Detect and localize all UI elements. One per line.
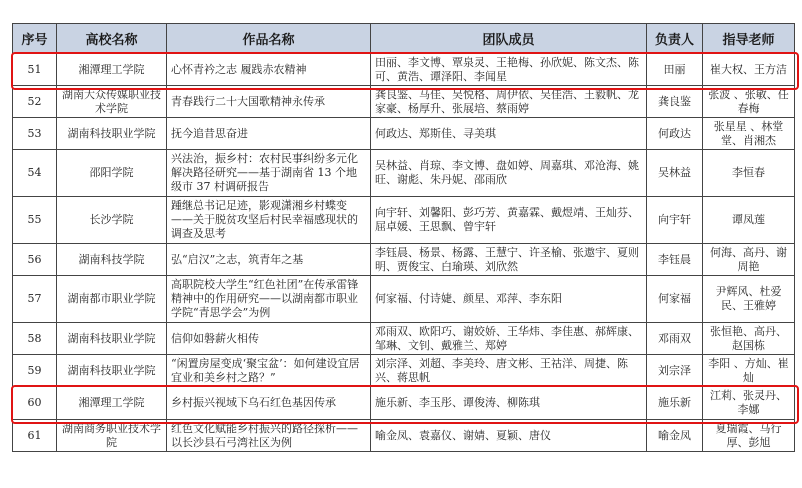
row-members: 邓雨双、欧阳巧、谢姣娇、王华炜、李佳惠、郝辉康、邹琳、文钊、戴雅兰、郑婷 xyxy=(371,323,647,355)
row-mentor: 李恒春 xyxy=(703,150,795,197)
row-leader: 吴林益 xyxy=(647,150,703,197)
project-table-container xyxy=(12,23,795,452)
row-num: 55 xyxy=(13,197,57,244)
row-school: 湖南科技学院 xyxy=(57,244,167,276)
row-school: 湖南科技职业学院 xyxy=(57,355,167,387)
row-title: 青春践行二十大国歌精神永传承 xyxy=(167,86,371,118)
row-members: 何政达、郑斯佳、寻美琪 xyxy=(371,118,647,150)
row-members: 喻金凤、袁嘉仪、谢婧、夏颖、唐仪 xyxy=(371,420,647,452)
row-leader: 田丽 xyxy=(647,54,703,86)
row-members: 刘宗泽、刘超、李美玲、唐文彬、王祜洋、周捷、陈兴、蒋思帆 xyxy=(371,355,647,387)
row-num: 52 xyxy=(13,86,57,118)
row-num: 53 xyxy=(13,118,57,150)
header-title: 作品名称 xyxy=(167,24,371,54)
row-title: “闲置房屋变成‘聚宝盆’：如何建设宜居宜业和美乡村之路？” xyxy=(167,355,371,387)
row-num: 58 xyxy=(13,323,57,355)
row-members: 施乐新、李玉彤、谭俊涛、柳陈琪 xyxy=(371,387,647,420)
row-school: 长沙学院 xyxy=(57,197,167,244)
header-school: 高校名称 xyxy=(57,24,167,54)
table-row xyxy=(13,197,795,244)
row-school: 湖南商务职业技术学院 xyxy=(57,420,167,452)
row-school: 邵阳学院 xyxy=(57,150,167,197)
table-row xyxy=(13,387,795,420)
row-members: 何家福、付诗婕、颜星、邓萍、李东阳 xyxy=(371,276,647,323)
table-row xyxy=(13,244,795,276)
row-title: 抚今追昔思奋进 xyxy=(167,118,371,150)
row-mentor: 尹辉风、杜爱民、王雅婷 xyxy=(703,276,795,323)
row-title: 红色文化赋能乡村振兴的路径探析——以长沙县石弓湾社区为例 xyxy=(167,420,371,452)
row-leader: 喻金凤 xyxy=(647,420,703,452)
row-title: 兴法治，振乡村：农村民事纠纷多元化解决路径研究——基于湖南省 13 个地级市 37 村调研报告 xyxy=(167,150,371,197)
row-leader: 龚良鉴 xyxy=(647,86,703,118)
row-title: 弘“启汉”之志，筑青年之基 xyxy=(167,244,371,276)
row-leader: 向宇轩 xyxy=(647,197,703,244)
row-title: 信仰如磐薪火相传 xyxy=(167,323,371,355)
table-row xyxy=(13,323,795,355)
row-leader: 何家福 xyxy=(647,276,703,323)
row-school: 湘潭理工学院 xyxy=(57,54,167,86)
row-leader: 何政达 xyxy=(647,118,703,150)
row-num: 51 xyxy=(13,54,57,86)
row-members: 田丽、李文博、覃泉灵、王艳梅、孙欣妮、陈文杰、陈可、黄浩、谭泽阳、李闻星 xyxy=(371,54,647,86)
row-num: 59 xyxy=(13,355,57,387)
row-title: 心怀青衿之志 履践赤农精神 xyxy=(167,54,371,86)
table-row xyxy=(13,54,795,86)
row-mentor: 江莉、张灵丹、李娜 xyxy=(703,387,795,420)
table-row xyxy=(13,276,795,323)
table-row xyxy=(13,355,795,387)
header-members: 团队成员 xyxy=(371,24,647,54)
header-num: 序号 xyxy=(13,24,57,54)
table-row xyxy=(13,150,795,197)
row-num: 56 xyxy=(13,244,57,276)
row-school: 湖南科技职业学院 xyxy=(57,323,167,355)
row-members: 李钰晨、杨景、杨露、王慧宁、许圣榆、张遨宇、夏则明、贾俊宝、白瑜瑛、刘欣然 xyxy=(371,244,647,276)
row-mentor: 张恒艳、高丹、赵国栋 xyxy=(703,323,795,355)
row-school: 湖南都市职业学院 xyxy=(57,276,167,323)
row-school: 湖南大众传媒职业技术学院 xyxy=(57,86,167,118)
header-leader: 负责人 xyxy=(647,24,703,54)
row-school: 湖南科技职业学院 xyxy=(57,118,167,150)
row-leader: 李钰晨 xyxy=(647,244,703,276)
row-school: 湘潭理工学院 xyxy=(57,387,167,420)
row-leader: 邓雨双 xyxy=(647,323,703,355)
row-mentor: 崔大权、王方洁 xyxy=(703,54,795,86)
row-mentor: 张星星 、林堂堂、肖湘杰 xyxy=(703,118,795,150)
row-mentor: 何海、高丹、谢周艳 xyxy=(703,244,795,276)
project-table xyxy=(12,23,795,452)
table-row xyxy=(13,86,795,118)
row-mentor: 夏瑞霞、马行厚、彭旭 xyxy=(703,420,795,452)
row-num: 57 xyxy=(13,276,57,323)
table-header-row xyxy=(13,24,795,54)
row-mentor: 李阳 、方灿、崔灿 xyxy=(703,355,795,387)
row-members: 向宇轩、刘馨阳、彭巧芳、黄嘉霖、戴煜靖、王灿芬、屈卓媛、王思飘、曾宇轩 xyxy=(371,197,647,244)
row-leader: 施乐新 xyxy=(647,387,703,420)
row-mentor: 张波 、张敏、任春梅 xyxy=(703,86,795,118)
row-members: 吴林益、肖琼、李文博、盘如婷、周嘉琪、邓沧海、姚旺、谢彪、朱丹妮、邵雨欣 xyxy=(371,150,647,197)
row-title: 乡村振兴视域下乌石红色基因传承 xyxy=(167,387,371,420)
row-leader: 刘宗泽 xyxy=(647,355,703,387)
row-mentor: 谭凤莲 xyxy=(703,197,795,244)
row-members: 龚良鉴、马佳、吴悦格、周伊依、吴佳浩、王毅帆、龙家豪、杨厚升、张展培、蔡雨婷 xyxy=(371,86,647,118)
row-num: 54 xyxy=(13,150,57,197)
table-row xyxy=(13,420,795,452)
row-num: 60 xyxy=(13,387,57,420)
row-title: 高职院校大学生“红色社团”在传承雷锋精神中的作用研究——以湖南都市职业学院“青思学会”为例 xyxy=(167,276,371,323)
row-num: 61 xyxy=(13,420,57,452)
row-title: 踵继总书记足迹，影观潇湘乡村蝶变——关于脱贫攻坚后村民幸福感现状的调查及思考 xyxy=(167,197,371,244)
header-mentor: 指导老师 xyxy=(703,24,795,54)
table-row xyxy=(13,118,795,150)
